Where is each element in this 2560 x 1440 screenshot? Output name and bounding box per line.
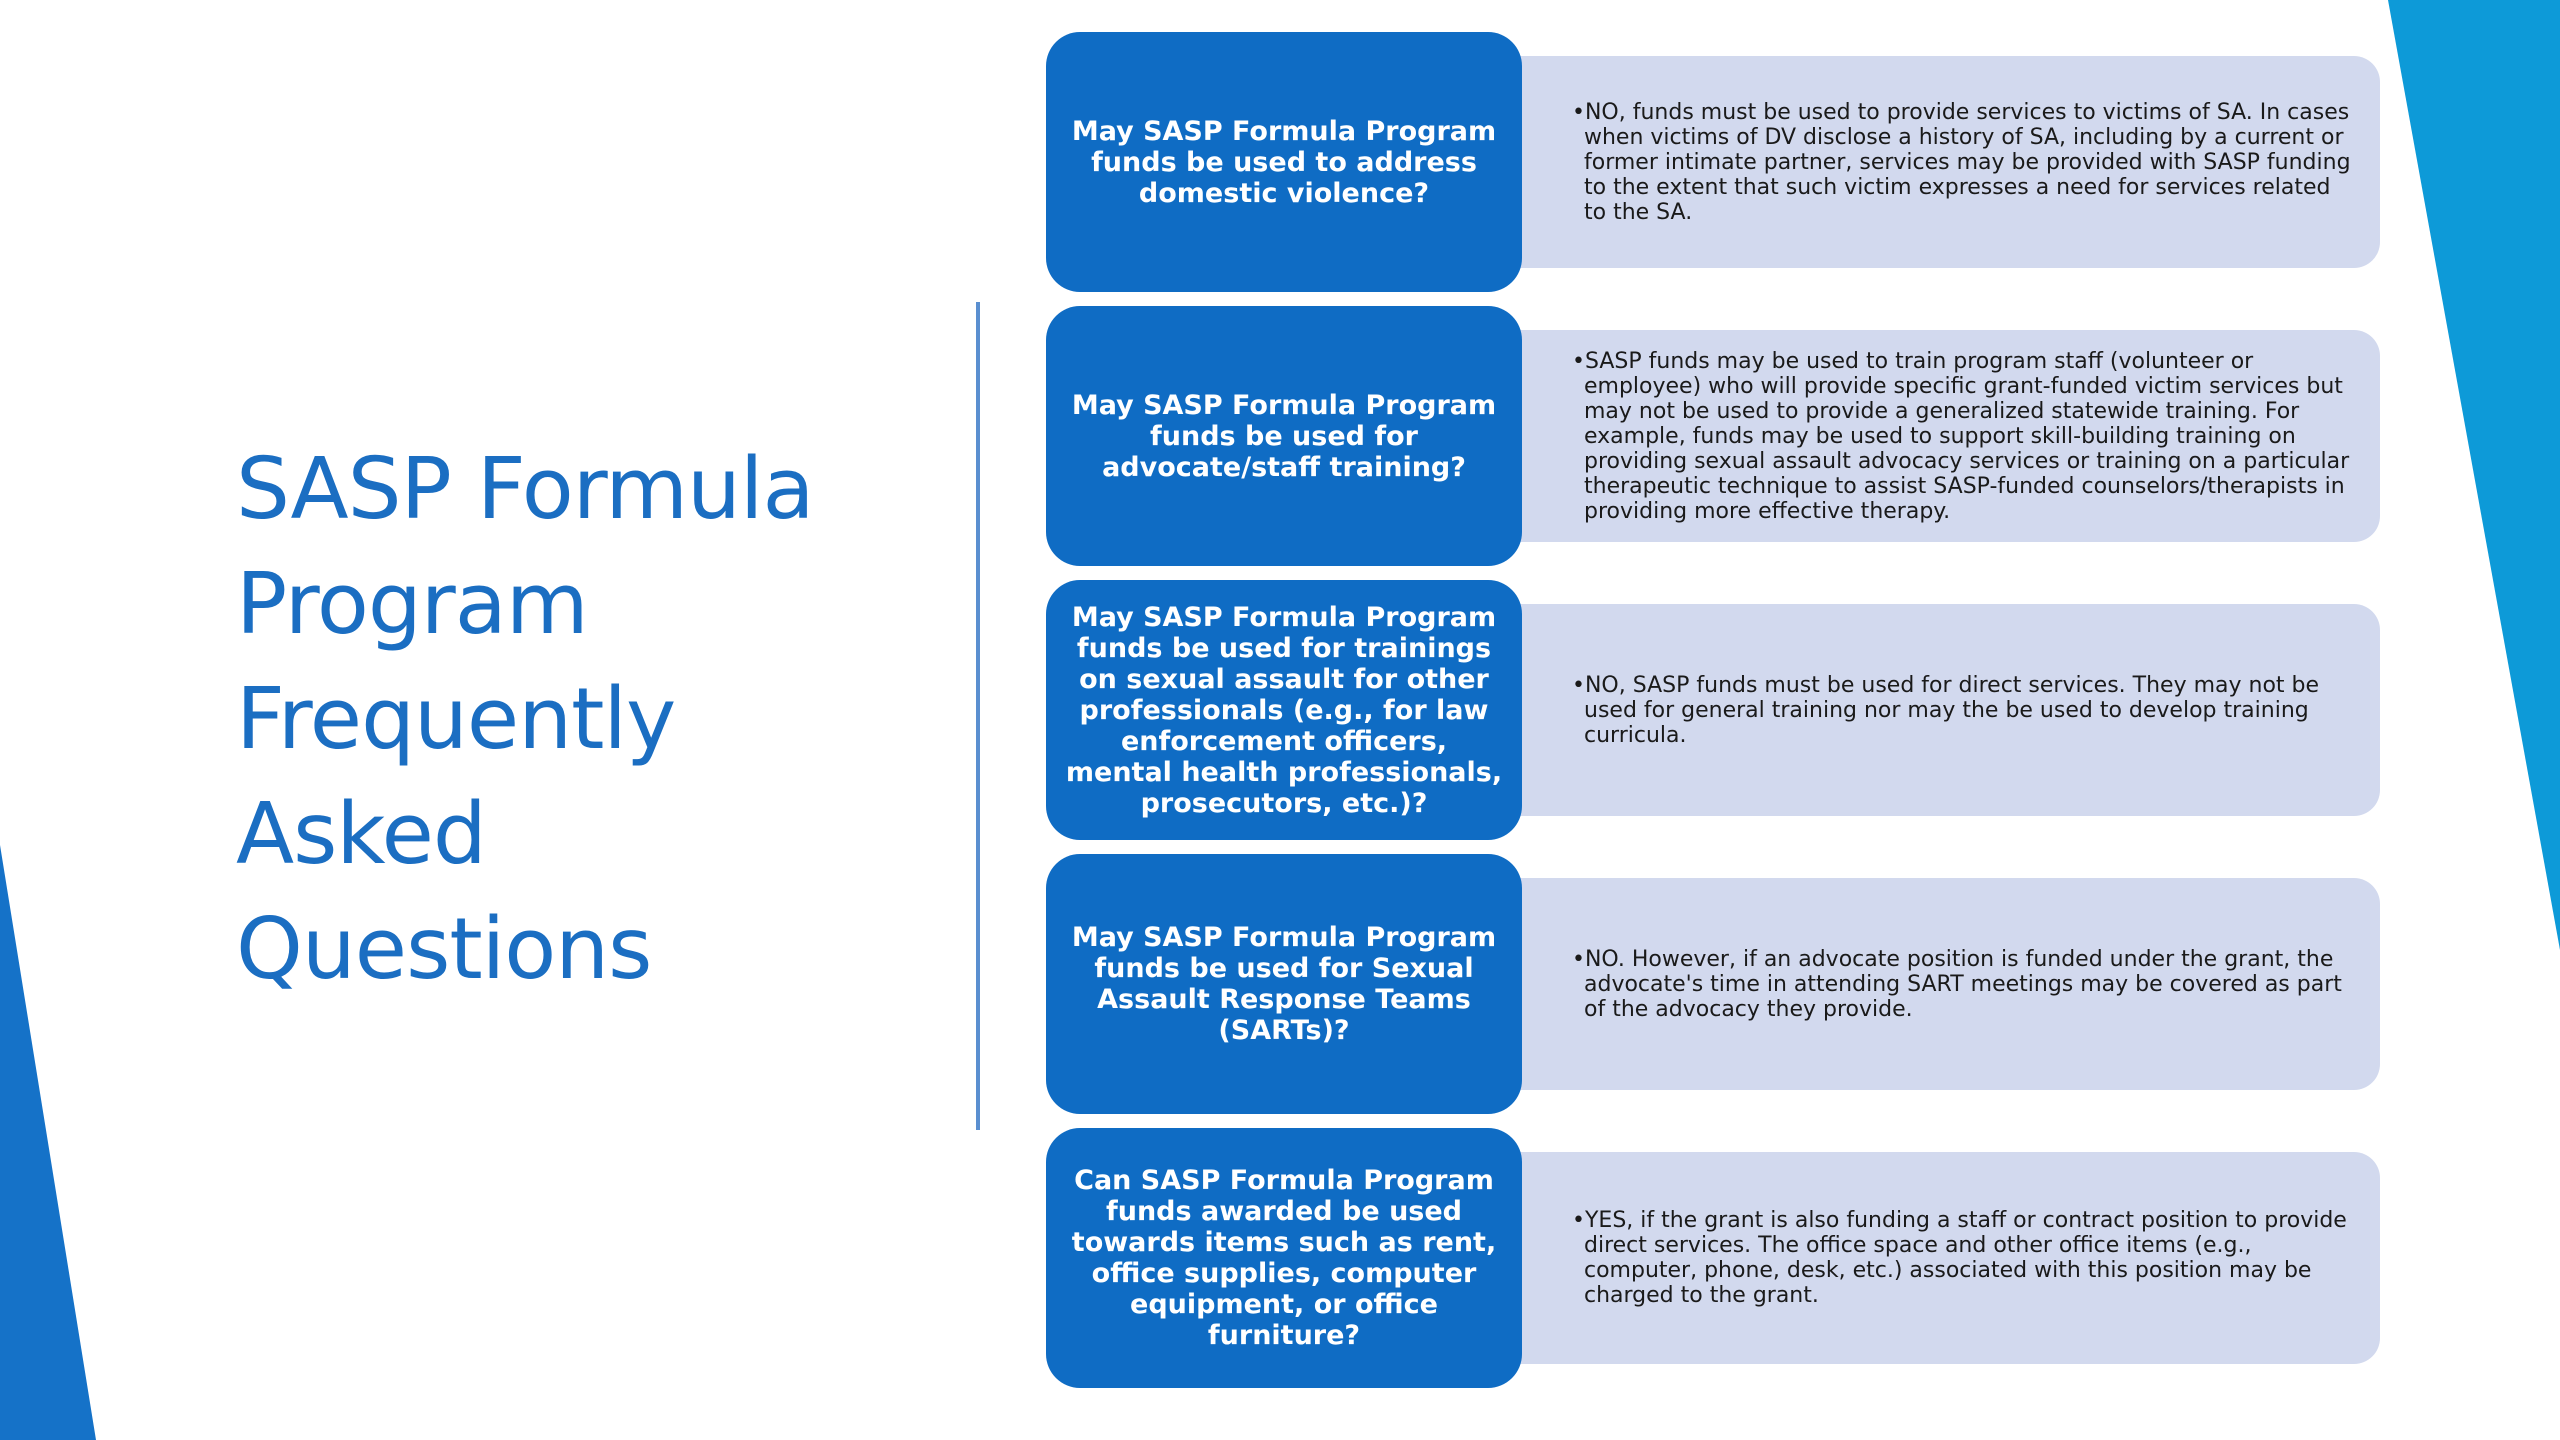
question-text-5: Can SASP Formula Program funds awarded be used towards items such as rent, office supplies, computer equipment, or office furniture? bbox=[1071, 1165, 1497, 1351]
title-line-4: Asked bbox=[236, 785, 486, 884]
question-box-2 bbox=[1046, 306, 1522, 566]
title-line-3: Frequently bbox=[236, 670, 676, 769]
faq-item-3 bbox=[1046, 580, 2380, 840]
question-text-2: May SASP Formula Program funds be used for advocate/staff training? bbox=[1071, 389, 1497, 483]
slide-title bbox=[236, 432, 936, 1007]
title-line-5: Questions bbox=[236, 900, 652, 999]
faq-list bbox=[1046, 32, 2380, 1388]
answer-box-4 bbox=[1446, 878, 2380, 1090]
answer-box-2 bbox=[1446, 330, 2380, 542]
title-line-1: SASP Formula bbox=[236, 440, 814, 539]
question-box-3 bbox=[1046, 580, 1522, 840]
answer-box-1 bbox=[1446, 56, 2380, 268]
title-line-2: Program bbox=[236, 555, 588, 654]
answer-text-2: •SASP funds may be used to train program staff (volunteer or employee) who will provide specific grant-funded victim services but may not be used to provide a generalized statewide training. For example, funds may be used to support skill-building training on providing sexual assault advocacy services or training on a particular therapeutic technique to assist SASP-funded counselors/therapists in providing more effective therapy. bbox=[1572, 348, 2350, 524]
faq-item-4 bbox=[1046, 854, 2380, 1114]
answer-text-1: •NO, funds must be used to provide services to victims of SA. In cases when victims of DV disclose a history of SA, including by a current or former intimate partner, services may be provided with SASP funding to the extent that such victim expresses a need for services related to the SA. bbox=[1572, 99, 2351, 225]
vertical-divider bbox=[976, 302, 980, 1130]
answer-text-4: •NO. However, if an advocate position is funded under the grant, the advocate's time in attending SART meetings may be covered as part of the advocacy they provide. bbox=[1572, 946, 2342, 1022]
answer-text-3: •NO, SASP funds must be used for direct services. They may not be used for general training nor may the be used to develop training curricula. bbox=[1572, 672, 2320, 748]
faq-item-2 bbox=[1046, 306, 2380, 566]
left-accent-shape bbox=[0, 845, 96, 1440]
faq-item-1 bbox=[1046, 32, 2380, 292]
question-box-1 bbox=[1046, 32, 1522, 292]
right-accent-shape bbox=[2388, 0, 2560, 950]
answer-box-5 bbox=[1446, 1152, 2380, 1364]
question-text-4: May SASP Formula Program funds be used for Sexual Assault Response Teams (SARTs)? bbox=[1071, 922, 1497, 1046]
answer-text-5: •YES, if the grant is also funding a staff or contract position to provide direct services. The office space and other office items (e.g., computer, phone, desk, etc.) associated with this position may be charged to the grant. bbox=[1572, 1208, 2347, 1308]
faq-item-5 bbox=[1046, 1128, 2380, 1388]
question-box-5 bbox=[1046, 1128, 1522, 1388]
question-text-3: May SASP Formula Program funds be used for trainings on sexual assault for other professionals (e.g., for law enforcement officers, mental health professionals, prosecutors, etc.)? bbox=[1065, 601, 1503, 819]
question-text-1: May SASP Formula Program funds be used to address domestic violence? bbox=[1071, 115, 1497, 209]
question-box-4 bbox=[1046, 854, 1522, 1114]
answer-box-3 bbox=[1446, 604, 2380, 816]
